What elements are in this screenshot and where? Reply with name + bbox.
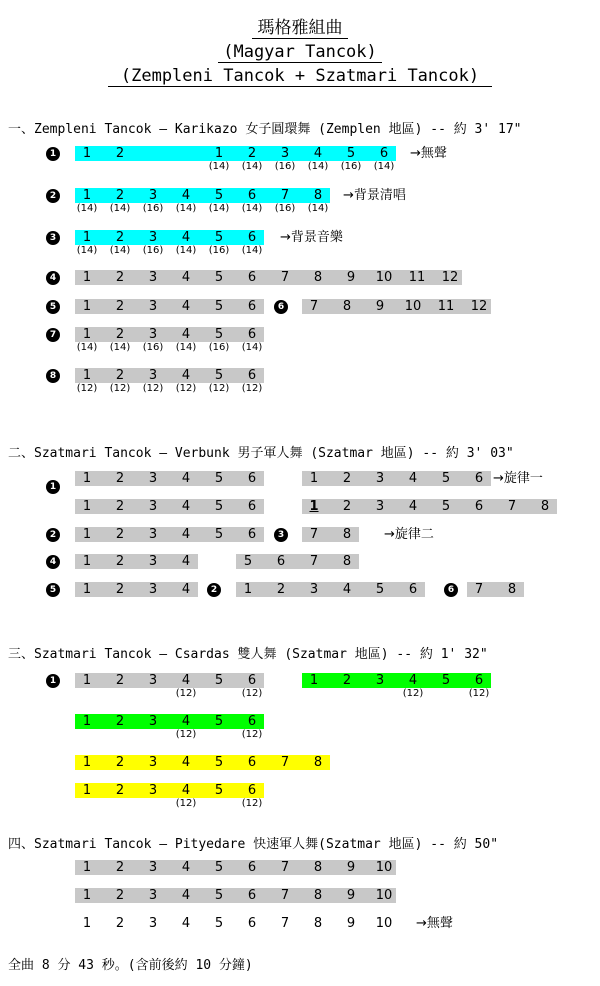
measure-number: 3 — [148, 368, 158, 383]
row-note: →背景清唱 — [343, 188, 406, 203]
measure-number: 2 — [115, 188, 125, 203]
measure-number: 2 — [115, 714, 125, 729]
measure-number: 3 — [148, 860, 158, 875]
measure-number: 3 — [375, 471, 385, 486]
measure-number: 2 — [115, 499, 125, 514]
repeat-count: (12) — [76, 383, 98, 394]
measure-number: 10 — [375, 916, 393, 931]
measure-number: 4 — [408, 471, 418, 486]
measure-number: 5 — [214, 230, 224, 245]
measure-number: 5 — [441, 471, 451, 486]
measure-number: 3 — [148, 673, 158, 688]
section-heading-pityedare: 四、Szatmari Tancok — Pityedare 快速軍人舞(Szatmar 地區) -- 約 50" — [8, 837, 499, 852]
repeat-count: (12) — [468, 688, 490, 699]
repeat-count: (12) — [175, 729, 197, 740]
measure-number: 9 — [346, 860, 356, 875]
measure-number: 3 — [148, 270, 158, 285]
repeat-count: (12) — [175, 798, 197, 809]
measure-number: 2 — [115, 146, 125, 161]
measure-number: 8 — [342, 299, 352, 314]
measure-number: 5 — [214, 327, 224, 342]
measure-number: 1 — [82, 471, 92, 486]
bar-segment — [75, 499, 264, 514]
repeat-count: (12) — [241, 729, 263, 740]
measure-number: 7 — [280, 888, 290, 903]
measure-number: 2 — [115, 916, 125, 931]
row-note: →無聲 — [416, 916, 453, 931]
measure-number: 4 — [181, 230, 191, 245]
repeat-count: (14) — [307, 203, 329, 214]
measure-number: 12 — [441, 270, 459, 285]
measure-number: 3 — [375, 499, 385, 514]
measure-number: 3 — [148, 755, 158, 770]
measure-number: 2 — [115, 270, 125, 285]
repeat-count: (14) — [373, 161, 395, 172]
measure-number: 1 — [82, 916, 92, 931]
measure-number: 2 — [115, 230, 125, 245]
measure-number: 4 — [181, 755, 191, 770]
measure-number: 8 — [342, 554, 352, 569]
section-heading-csardas: 三、Szatmari Tancok — Csardas 雙人舞 (Szatmar 地區) -- 約 1' 32" — [8, 647, 488, 662]
title-chinese: 瑪格雅組曲 — [257, 18, 343, 38]
measure-number: 3 — [148, 299, 158, 314]
figure-number-badge: 4 — [46, 271, 60, 285]
repeat-count: (14) — [175, 342, 197, 353]
measure-number: 6 — [247, 327, 257, 342]
measure-number: 1 — [82, 146, 92, 161]
measure-number: 1 — [82, 499, 92, 514]
title-subtitle: (Zempleni Tancok + Szatmari Tancok) — [120, 66, 480, 86]
measure-number: 3 — [309, 582, 319, 597]
measure-number: 1 — [82, 888, 92, 903]
measure-number: 3 — [148, 527, 158, 542]
measure-number: 5 — [214, 299, 224, 314]
measure-number: 5 — [243, 554, 253, 569]
measure-number: 5 — [214, 188, 224, 203]
repeat-count: (14) — [76, 342, 98, 353]
measure-number: 7 — [474, 582, 484, 597]
bar-segment — [75, 230, 264, 245]
bar-segment — [302, 673, 491, 688]
measure-number: 9 — [346, 916, 356, 931]
measure-number: 4 — [181, 499, 191, 514]
measure-number: 1 — [82, 327, 92, 342]
measure-number: 2 — [115, 327, 125, 342]
figure-number-badge: 7 — [46, 328, 60, 342]
measure-number: 6 — [247, 471, 257, 486]
measure-number: 6 — [247, 499, 257, 514]
measure-number: 9 — [346, 270, 356, 285]
measure-number: 1 — [82, 582, 92, 597]
measure-number: 3 — [148, 471, 158, 486]
bar-segment — [75, 527, 264, 542]
row-note: →旋律二 — [384, 527, 434, 542]
repeat-count: (12) — [241, 798, 263, 809]
measure-number: 10 — [404, 299, 422, 314]
measure-number: 2 — [276, 582, 286, 597]
repeat-count: (12) — [175, 383, 197, 394]
section-heading-verbunk: 二、Szatmari Tancok — Verbunk 男子軍人舞 (Szatmar 地區) -- 約 3' 03" — [8, 446, 514, 461]
measure-number: 6 — [247, 270, 257, 285]
measure-number: 2 — [115, 582, 125, 597]
measure-number: 5 — [214, 783, 224, 798]
measure-number: 5 — [214, 755, 224, 770]
measure-number: 6 — [247, 860, 257, 875]
measure-number: 8 — [540, 499, 550, 514]
bar-segment — [75, 368, 264, 383]
measure-number: 2 — [115, 755, 125, 770]
measure-number: 1 — [82, 527, 92, 542]
measure-number: 5 — [214, 499, 224, 514]
measure-number: 4 — [408, 499, 418, 514]
measure-number: 3 — [148, 582, 158, 597]
measure-number: 2 — [115, 368, 125, 383]
section-heading-karikazo: 一、Zempleni Tancok — Karikazo 女子圓環舞 (Zemplen 地區) -- 約 3' 17" — [8, 122, 522, 137]
row-note: →無聲 — [410, 146, 447, 161]
measure-number: 1 — [82, 673, 92, 688]
measure-number: 11 — [437, 299, 455, 314]
measure-number: 1 — [243, 582, 253, 597]
measure-number: 6 — [247, 888, 257, 903]
measure-number: 11 — [408, 270, 426, 285]
measure-number: 3 — [148, 499, 158, 514]
figure-number-badge: 1 — [46, 147, 60, 161]
figure-number-badge: 6 — [274, 300, 288, 314]
measure-number: 1 — [309, 499, 319, 514]
measure-number: 6 — [247, 299, 257, 314]
measure-number: 2 — [115, 888, 125, 903]
measure-number: 2 — [115, 527, 125, 542]
measure-number: 3 — [148, 888, 158, 903]
repeat-count: (16) — [142, 203, 164, 214]
measure-number: 4 — [181, 714, 191, 729]
measure-number: 12 — [470, 299, 488, 314]
measure-number: 1 — [82, 368, 92, 383]
repeat-count: (16) — [208, 342, 230, 353]
measure-number: 7 — [280, 916, 290, 931]
magyar-underline — [218, 62, 382, 63]
measure-number: 6 — [247, 673, 257, 688]
measure-number: 7 — [507, 499, 517, 514]
measure-number: 2 — [115, 554, 125, 569]
bar-segment — [75, 299, 264, 314]
measure-number: 3 — [148, 783, 158, 798]
measure-number: 5 — [441, 499, 451, 514]
figure-number-badge: 2 — [207, 583, 221, 597]
repeat-count: (14) — [208, 161, 230, 172]
measure-number: 8 — [313, 188, 323, 203]
measure-number: 6 — [474, 673, 484, 688]
measure-number: 7 — [309, 527, 319, 542]
measure-number: 4 — [181, 860, 191, 875]
measure-number: 4 — [181, 188, 191, 203]
measure-number: 4 — [181, 673, 191, 688]
figure-number-badge: 5 — [46, 583, 60, 597]
measure-number: 1 — [82, 860, 92, 875]
measure-number: 1 — [309, 471, 319, 486]
repeat-count: (12) — [142, 383, 164, 394]
subtitle-underline — [108, 86, 492, 87]
measure-number: 6 — [474, 471, 484, 486]
measure-number: 10 — [375, 270, 393, 285]
measure-number: 4 — [181, 888, 191, 903]
figure-number-badge: 8 — [46, 369, 60, 383]
measure-number: 6 — [474, 499, 484, 514]
measure-number: 8 — [313, 860, 323, 875]
measure-number: 8 — [313, 755, 323, 770]
title-magyar: (Magyar Tancok) — [223, 42, 377, 62]
figure-number-badge: 2 — [46, 189, 60, 203]
figure-number-badge: 3 — [46, 231, 60, 245]
repeat-count: (14) — [241, 161, 263, 172]
repeat-count: (14) — [109, 342, 131, 353]
measure-number: 4 — [313, 146, 323, 161]
figure-number-badge: 3 — [274, 528, 288, 542]
bar-segment — [75, 471, 264, 486]
repeat-count: (14) — [241, 342, 263, 353]
measure-number: 5 — [441, 673, 451, 688]
repeat-count: (14) — [175, 245, 197, 256]
repeat-count: (12) — [208, 383, 230, 394]
measure-number: 8 — [342, 527, 352, 542]
bar-segment — [236, 582, 425, 597]
repeat-count: (16) — [274, 161, 296, 172]
repeat-count: (16) — [208, 245, 230, 256]
measure-number: 6 — [247, 916, 257, 931]
measure-number: 9 — [375, 299, 385, 314]
measure-number: 9 — [346, 888, 356, 903]
repeat-count: (14) — [76, 245, 98, 256]
repeat-count: (14) — [208, 203, 230, 214]
measure-number: 1 — [82, 783, 92, 798]
measure-number: 6 — [379, 146, 389, 161]
measure-number: 7 — [280, 270, 290, 285]
measure-number: 5 — [214, 270, 224, 285]
measure-number: 4 — [181, 527, 191, 542]
repeat-count: (16) — [142, 342, 164, 353]
measure-number: 5 — [375, 582, 385, 597]
repeat-count: (14) — [175, 203, 197, 214]
measure-number: 5 — [346, 146, 356, 161]
repeat-count: (16) — [274, 203, 296, 214]
title-underline — [252, 38, 348, 39]
measure-number: 3 — [148, 916, 158, 931]
measure-number: 1 — [82, 714, 92, 729]
bar-segment — [75, 673, 264, 688]
measure-number: 4 — [181, 299, 191, 314]
measure-number: 7 — [280, 188, 290, 203]
row-note: →旋律一 — [493, 471, 543, 486]
bar-segment — [75, 270, 462, 285]
measure-number: 7 — [309, 299, 319, 314]
total-duration: 全曲 8 分 43 秒。(含前後約 10 分鐘) — [8, 958, 253, 973]
measure-number: 4 — [181, 783, 191, 798]
measure-number: 3 — [148, 327, 158, 342]
bar-segment — [302, 471, 491, 486]
measure-number: 5 — [214, 888, 224, 903]
figure-number-badge: 5 — [46, 300, 60, 314]
repeat-count: (12) — [241, 383, 263, 394]
repeat-count: (12) — [402, 688, 424, 699]
bar-segment — [75, 714, 264, 729]
measure-number: 5 — [214, 916, 224, 931]
measure-number: 5 — [214, 860, 224, 875]
measure-number: 8 — [313, 270, 323, 285]
repeat-count: (14) — [109, 203, 131, 214]
bar-segment — [75, 783, 264, 798]
measure-number: 6 — [247, 755, 257, 770]
measure-number: 6 — [408, 582, 418, 597]
measure-number: 10 — [375, 888, 393, 903]
measure-number: 10 — [375, 860, 393, 875]
measure-number: 3 — [375, 673, 385, 688]
measure-number: 2 — [115, 673, 125, 688]
measure-number: 5 — [214, 673, 224, 688]
measure-number: 7 — [280, 755, 290, 770]
measure-number: 2 — [247, 146, 257, 161]
measure-number: 6 — [247, 714, 257, 729]
repeat-count: (12) — [109, 383, 131, 394]
measure-number: 6 — [247, 783, 257, 798]
measure-number: 1 — [214, 146, 224, 161]
measure-number: 6 — [276, 554, 286, 569]
measure-number: 3 — [280, 146, 290, 161]
measure-number: 5 — [214, 471, 224, 486]
repeat-count: (14) — [109, 245, 131, 256]
repeat-count: (16) — [340, 161, 362, 172]
measure-number: 5 — [214, 368, 224, 383]
measure-number: 2 — [342, 499, 352, 514]
repeat-count: (16) — [142, 245, 164, 256]
measure-number: 8 — [313, 916, 323, 931]
measure-number: 7 — [280, 860, 290, 875]
measure-number: 1 — [82, 299, 92, 314]
measure-number: 4 — [181, 554, 191, 569]
measure-number: 1 — [309, 673, 319, 688]
measure-number: 1 — [82, 230, 92, 245]
measure-number: 4 — [408, 673, 418, 688]
bar-segment — [75, 327, 264, 342]
measure-number: 2 — [115, 471, 125, 486]
measure-number: 4 — [181, 582, 191, 597]
figure-number-badge: 1 — [46, 480, 60, 494]
measure-number: 4 — [181, 368, 191, 383]
measure-number: 2 — [342, 673, 352, 688]
measure-number: 8 — [313, 888, 323, 903]
repeat-count: (12) — [175, 688, 197, 699]
figure-number-badge: 2 — [46, 528, 60, 542]
measure-number: 3 — [148, 714, 158, 729]
figure-number-badge: 4 — [46, 555, 60, 569]
measure-number: 3 — [148, 188, 158, 203]
repeat-count: (12) — [241, 688, 263, 699]
repeat-count: (14) — [76, 203, 98, 214]
measure-number: 5 — [214, 714, 224, 729]
bar-segment — [302, 299, 491, 314]
measure-number: 1 — [82, 270, 92, 285]
measure-number: 4 — [181, 916, 191, 931]
repeat-count: (14) — [307, 161, 329, 172]
measure-number: 2 — [115, 299, 125, 314]
measure-number: 6 — [247, 527, 257, 542]
measure-number: 3 — [148, 230, 158, 245]
measure-number: 2 — [115, 783, 125, 798]
figure-number-badge: 6 — [444, 583, 458, 597]
measure-number: 6 — [247, 188, 257, 203]
measure-number: 2 — [342, 471, 352, 486]
measure-number: 6 — [247, 368, 257, 383]
row-note: →背景音樂 — [280, 230, 343, 245]
measure-number: 1 — [82, 554, 92, 569]
measure-number: 7 — [309, 554, 319, 569]
measure-number: 4 — [181, 270, 191, 285]
measure-number: 3 — [148, 554, 158, 569]
figure-number-badge: 1 — [46, 674, 60, 688]
measure-number: 4 — [181, 327, 191, 342]
measure-number: 6 — [247, 230, 257, 245]
measure-number: 4 — [342, 582, 352, 597]
measure-number: 5 — [214, 527, 224, 542]
repeat-count: (14) — [241, 203, 263, 214]
measure-number: 1 — [82, 188, 92, 203]
measure-number: 4 — [181, 471, 191, 486]
measure-number: 8 — [507, 582, 517, 597]
repeat-count: (14) — [241, 245, 263, 256]
measure-number: 2 — [115, 860, 125, 875]
measure-number: 1 — [82, 755, 92, 770]
